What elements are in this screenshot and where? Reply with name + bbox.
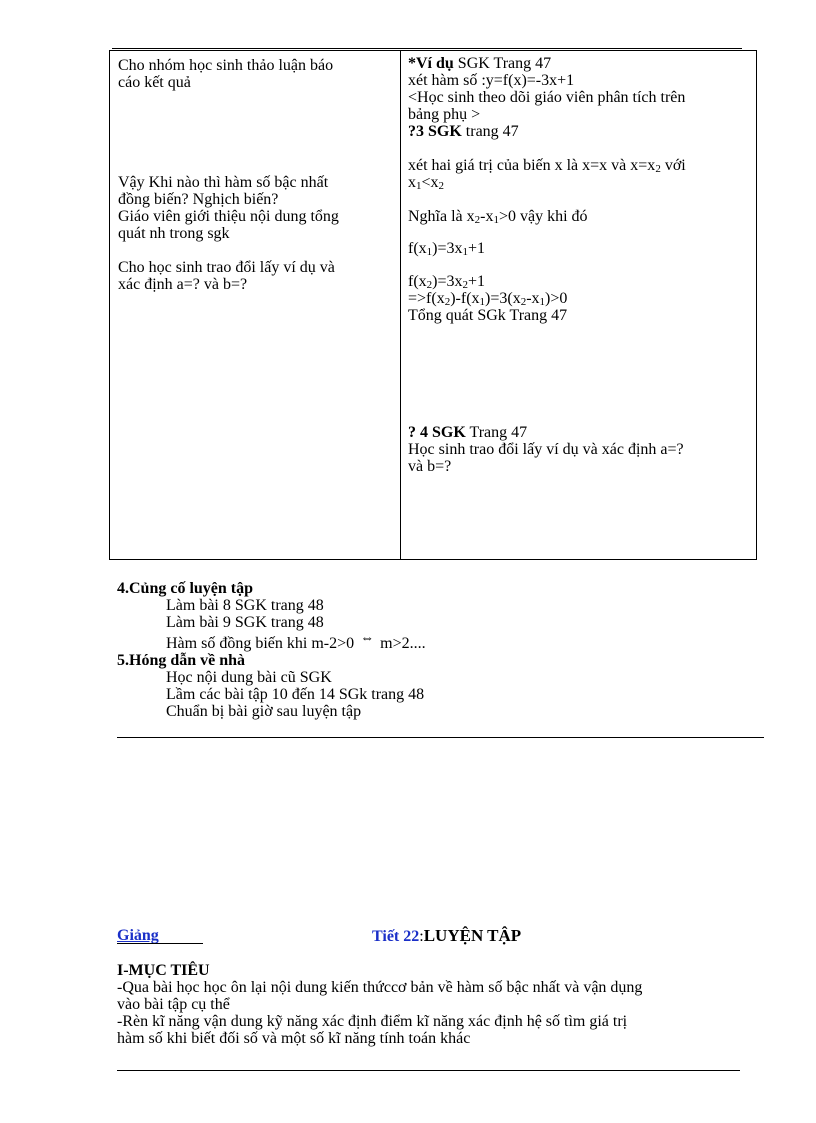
text-span: >0 vậy khi đó xyxy=(498,208,588,225)
text-span: m>2.... xyxy=(380,635,426,652)
left-text: quát nh trong sgk xyxy=(118,225,230,242)
text-span: x xyxy=(408,174,416,191)
lesson-table xyxy=(109,50,757,560)
section-4-item: Làm bài 9 SGK trang 48 xyxy=(166,614,324,631)
note-line: <Học sinh theo dõi giáo viên phân tích trên xyxy=(408,89,686,106)
subscript: 2 xyxy=(520,296,527,308)
example-label: *Ví dụ xyxy=(408,55,454,72)
text-span: -x xyxy=(526,290,540,307)
text-span: )-f(x xyxy=(450,290,480,307)
subscript: 2 xyxy=(474,214,481,226)
subscript: 1 xyxy=(479,296,486,308)
question-4-label: ? 4 SGK xyxy=(408,424,466,441)
left-text: xác định a=? và b=? xyxy=(118,276,248,293)
left-text: Giáo viên giới thiệu nội dung tổng xyxy=(118,208,339,225)
text-span: +1 xyxy=(468,240,486,257)
text-span: Nghĩa là x xyxy=(408,208,475,225)
subscript: 1 xyxy=(426,246,433,258)
text-span: )=3x xyxy=(432,273,463,290)
lesson-name: LUYỆN TẬP xyxy=(423,926,522,945)
text-span: với xyxy=(660,157,686,174)
text-span: )>0 xyxy=(545,290,568,307)
objectives-heading: I-MỤC TIÊU xyxy=(117,962,210,979)
section-4-item: Làm bài 8 SGK trang 48 xyxy=(166,597,324,614)
function-def: xét hàm số :y=f(x)=-3x+1 xyxy=(408,72,575,89)
text-span: =>f(x xyxy=(408,290,445,307)
question-3-heading xyxy=(408,123,519,140)
text-span: Hàm số đồng biến khi m-2>0 xyxy=(166,635,355,652)
example-ref: SGK Trang 47 xyxy=(453,55,552,72)
text-span: xét hai giá trị của biến x là x=x và x=x xyxy=(408,157,656,174)
question-4-heading xyxy=(408,424,527,441)
section-5-item: Chuẩn bị bài giờ sau luyện tập xyxy=(166,703,362,720)
equivalent-symbol: ⇔ xyxy=(360,631,375,646)
section-4-item xyxy=(166,631,426,653)
subscript: 1 xyxy=(539,296,546,308)
inequality-line xyxy=(408,174,444,191)
meaning-line xyxy=(408,208,588,225)
text-span: -x xyxy=(480,208,494,225)
column-divider xyxy=(400,51,401,559)
subscript: 1 xyxy=(493,214,499,226)
objective-line: hàm số khi biết đối số và một số kĩ năng tính toán khác xyxy=(117,1030,471,1047)
text-span: : xyxy=(419,928,424,945)
top-rule xyxy=(112,48,742,49)
left-text: đồng biến? Nghịch biến? xyxy=(118,191,279,208)
question-4-text: Học sinh trao đổi lấy ví dụ và xác định a=? xyxy=(408,441,684,458)
giang-underline xyxy=(117,943,203,944)
subscript: 1 xyxy=(416,180,422,192)
fx1-line xyxy=(408,240,485,257)
subscript: 1 xyxy=(462,246,469,258)
example-heading xyxy=(408,55,551,72)
two-values-line xyxy=(408,157,686,174)
objective-line: -Qua bài học học ôn lại nội dung kiến thứccơ bản về hàm số bậc nhất và vận dụng xyxy=(117,979,643,996)
section-5-item: Học nội dung bài cũ SGK xyxy=(166,669,332,686)
question-4-text: và b=? xyxy=(408,458,452,475)
implication-line xyxy=(408,290,567,307)
section-5-title: 5.Hóng dẫn về nhà xyxy=(117,652,246,669)
subscript: 2 xyxy=(438,180,445,192)
left-text: cáo kết quả xyxy=(118,74,191,91)
text-span: )=3(x xyxy=(485,290,521,307)
text-span: <x xyxy=(421,174,439,191)
objective-line: -Rèn kĩ năng vận dung kỹ năng xác định điểm kĩ năng xác định hệ số tìm giá trị xyxy=(117,1013,628,1030)
text-span: +1 xyxy=(468,273,486,290)
section-5-item: Lầm các bài tập 10 đến 14 SGk trang 48 xyxy=(166,686,425,703)
subscript: 2 xyxy=(444,296,451,308)
question-3-label: ?3 SGK xyxy=(408,123,462,140)
subscript: 2 xyxy=(462,279,469,291)
lesson-number: Tiết 22 xyxy=(372,928,420,945)
subscript: 2 xyxy=(426,279,433,291)
note-line: bảng phụ > xyxy=(408,106,481,123)
question-4-ref: Trang 47 xyxy=(465,424,528,441)
text-span: )=3x xyxy=(432,240,463,257)
section-divider xyxy=(117,737,764,738)
left-text: Cho nhóm học sinh thảo luận báo xyxy=(118,57,334,74)
left-text: Cho học sinh trao đổi lấy ví dụ và xyxy=(118,259,335,276)
fx2-line xyxy=(408,273,485,290)
bottom-rule xyxy=(117,1070,740,1071)
general-line: Tổng quát SGk Trang 47 xyxy=(408,307,568,324)
text-span: f(x xyxy=(408,273,427,290)
lesson-title xyxy=(372,927,521,945)
left-text: Vậy Khi nào thì hàm số bậc nhất xyxy=(118,174,329,191)
section-4-title: 4.Củng cố luyện tập xyxy=(117,580,254,597)
giang-label: Giảng xyxy=(117,927,159,944)
text-span: f(x xyxy=(408,240,427,257)
question-3-ref: trang 47 xyxy=(461,123,519,140)
objective-line: vào bài tập cụ thể xyxy=(117,996,230,1013)
subscript: 2 xyxy=(655,163,661,175)
